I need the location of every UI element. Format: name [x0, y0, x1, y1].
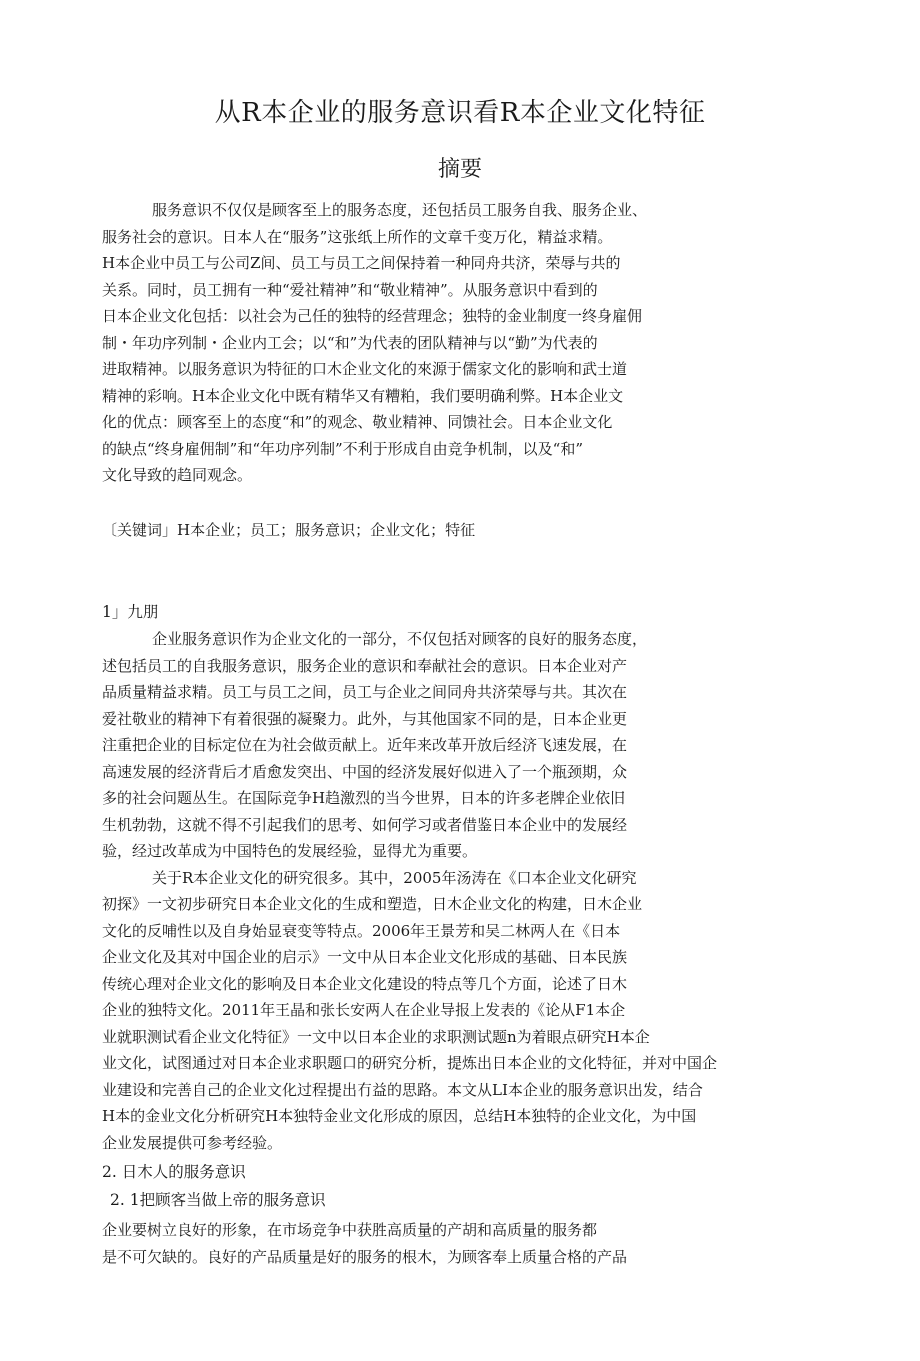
abstract-heading: 摘要 — [437, 157, 482, 182]
abstract-line: 化的优点：顾客至上的态度“和”的观念、敬业精神、同馈社会。日本企业文化 — [102, 413, 613, 431]
abstract-line: 日本企业文化包括：以社会为己任的独特的经营理念；独特的金业制度一终身雇佣 — [102, 307, 643, 325]
abstract-line: 服务社会的意识。日本人在“服务”这张纸上所作的文章千变万化，精益求精。 — [102, 227, 613, 246]
abstract-line: 的缺点“终身雇佣制”和“年功序列制”不利于形成自由竞争机制，以及“和” — [102, 439, 584, 458]
body-line: 关于R本企业文化的研究很多。其中，2005年汤涛在《口本企业文化研究 — [152, 868, 637, 887]
body-line: 企业服务意识作为企业文化的一部分，不仅包括对顾客的良好的服务态度， — [152, 630, 648, 648]
section-2-1-body — [102, 1217, 802, 1270]
section-2-heading: 2. 日木人的服务意识 — [102, 1163, 246, 1181]
body-line: 生机勃勃，这就不得不引起我们的思考、如何学习或者借鉴日本企业中的发展经 — [102, 815, 628, 834]
paper-title: 从R本企业的服务意识看R本企业文化特征 — [214, 98, 706, 128]
abstract-line: H本企业中员工与公司Z间、员工与员工之间保持着一种同舟共济，荣辱与共的 — [102, 254, 621, 272]
body-line: 文化的反哺性以及自身始显衰变等特点。2006年王景芳和吴二林两人在《日本 — [102, 921, 621, 940]
abstract-line: 关系。同时，员工拥有一种“爱社精神”和“敬业精神”。从服务意识中看到的 — [102, 280, 598, 299]
body-line: 述包括员工的自我服务意识，服务企业的意识和奉献社会的意识。日本企业对产 — [102, 656, 628, 675]
section-1-body — [102, 626, 802, 1156]
abstract-line: 服务意识不仅仅是顾客至上的服务态度，还包括员工服务自我、服务企业、 — [152, 201, 648, 219]
body-line: 企业要树立良好的形象，在市场竞争中获胜高质量的产胡和高质量的服务都 — [102, 1221, 598, 1239]
body-line: 品质量精益求精。员工与员工之间，员工与企业之间同舟共济荣辱与共。其次在 — [102, 683, 628, 701]
body-line: 是不可欠缺的。良好的产品质量是好的服务的根木，为顾客奉上质量合格的产品 — [102, 1247, 628, 1266]
keywords: 〔关键词」H本企业；员工；服务意识；企业文化；特征 — [102, 521, 476, 539]
body-line: 企业的独特文化。2011年王晶和张长安两人在企业导报上发表的《论从F1本企 — [102, 1001, 626, 1019]
body-line: 业就职测试看企业文化特征》一文中以日本企业的求职测试题n为着眼点研究H本企 — [102, 1027, 650, 1046]
body-line: 业建设和完善自己的企业文化过程提出冇益的思路。本文从LI本企业的服务意识出发，结合 — [102, 1080, 703, 1099]
body-line: 传统心理对企业文化的影响及日本企业文化建设的特点等几个方面，论述了日木 — [102, 974, 628, 993]
section-2-1-heading: 2. 1把顾客当做上帝的服务意识 — [110, 1191, 326, 1209]
body-line: 高速发展的经济背后才盾愈发突出、中国的经济发展好似进入了一个瓶颈期，众 — [102, 762, 628, 781]
body-line: 爱社敬业的精神下有着很强的凝聚力。此外，与其他国家不同的是，日本企业更 — [102, 709, 628, 728]
abstract-line: 文化导致的趋同观念。 — [102, 466, 253, 484]
body-line: 注重把企业的目标定位在为社会做贡献上。近年来改革开放后经济飞速发展，在 — [102, 736, 628, 754]
abstract-line: 进取精神。以服务意识为特征的口木企业文化的來源于儒家文化的影响和武士道 — [102, 360, 628, 378]
body-line: 企业文化及其对中国企业的启示》一文中从日本企业文化形成的基础、日本民族 — [102, 948, 628, 966]
body-line: 企业发展提供可参考经验。 — [102, 1133, 283, 1152]
body-line: 多的社会问题丛生。在国际竞争H趋激烈的当今世界，日本的许多老牌企业依旧 — [102, 789, 626, 807]
body-line: 业文化，试图通过对日本企业求职题口的研究分析，提炼出日本企业的文化特征，并对中国企 — [102, 1054, 718, 1072]
abstract-body — [102, 197, 802, 489]
abstract-line: 制・年功序列制・企业内工会；以“和”为代表的团队精神与以“勤”为代表的 — [102, 333, 598, 352]
abstract-line: 精神的彩响。H本企业文化中既有精华又有糟粕，我们要明确利弊。H本企业文 — [102, 386, 624, 405]
body-line: 初探》一文初步研究日本企业文化的生成和塑造，日木企业文化的构建，日木企业 — [102, 895, 643, 913]
body-line: 验，经过改革成为中国特色的发展经验，显得尤为重要。 — [102, 842, 478, 860]
body-line: H本的金业文化分析研究H本独特金业文化形成的原因，总结H本独特的企业文化，为中国 — [102, 1107, 697, 1125]
section-1-heading: 1」九朋 — [102, 603, 159, 621]
